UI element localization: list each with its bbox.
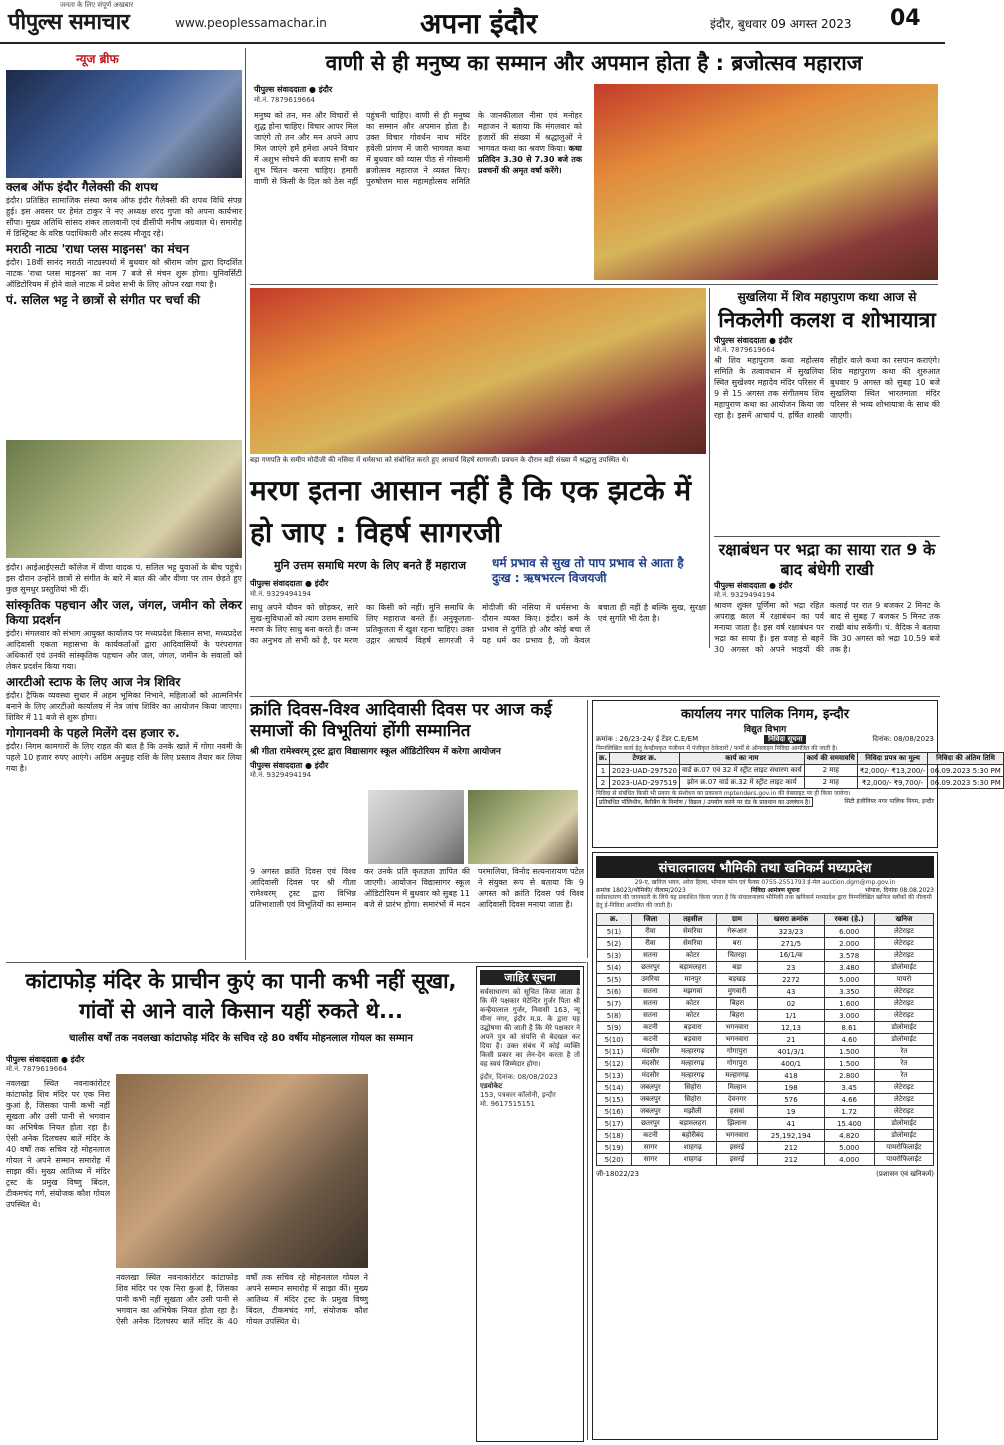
brand-logo[interactable]: पीपुल्स समाचार	[8, 10, 130, 35]
mining-footer-right: (प्रशासन एवं खनिकर्म)	[876, 1170, 934, 1178]
table-cell: रेत	[874, 1046, 933, 1058]
table-cell: सेमरिया	[669, 926, 716, 938]
table-cell: 2	[597, 777, 610, 789]
table-cell: 19	[758, 1106, 824, 1118]
table-cell: लेटेराइट	[874, 1094, 933, 1106]
table-cell: देवनगर	[716, 1094, 758, 1106]
mining-title: संचालनालय भौमिकी तथा खनिकर्म मध्यप्रदेश	[596, 856, 934, 878]
table-row	[597, 1046, 934, 1058]
table-cell: लेटेराइट	[874, 938, 933, 950]
table-cell: 1.500	[824, 1058, 874, 1070]
table-cell: सतना	[631, 950, 669, 962]
table-cell: 4.000	[824, 1154, 874, 1166]
lead-body: मनुष्य को तन, मन और विचारों से शुद्ध होना चाहिए। विचार आपर मिल जाएंगे तो तन और मन अपने आप मिल जाएंगे हमें हमेशा अपने विचार में अशुभ सोचने की बजाय सभी का शुभ चिंतन करना चाहिए। हमारी वाणी से किसी के दिल को ठेस नहीं पहुंचनी चाहिए। वाणी से ही मनुष्य का सम्मान और अपमान होता है। उक्त विचार गोवर्धन नाथ मंदिर हवेली प्रांगण में जारी भागवत कथा में बुधवार को व्यास पीठ से गोस्वामी ब्रजोत्सव महाराज ने व्यक्त किए। पुरुषोत्तम मास महामहोत्सव समिति के जानकीलाल नीमा एवं मनोहर महाजन ने बताया कि मंगलवार को हजारों की संख्या में श्रद्धालुओं ने भागवत कथा का श्रवण किया।	[254, 111, 582, 186]
shiv-city: इंदौर	[778, 336, 793, 345]
tribal-byline: पीपुल्स संवाददाता	[250, 761, 303, 770]
table-row	[597, 777, 1004, 789]
table-cell: 212	[758, 1142, 824, 1154]
notice-advocate: एडवोकेट	[480, 1082, 503, 1090]
mining-label: निविदा आमंत्रण सूचना	[750, 887, 800, 894]
jain-headline: मरण इतना आसान नहीं है कि एक झटके में हो जाए : विहर्ष सागरजी	[250, 474, 692, 549]
jain-city: इंदौर	[314, 579, 329, 588]
tribal-subhead: श्री गीता रामेश्वरम् ट्रस्ट द्वारा विद्यासागर स्कूल ऑडिटोरियम में करेगा आयोजन	[250, 747, 501, 757]
table-cell: 5(18)	[597, 1130, 632, 1142]
brief-title: सांस्कृतिक पहचान और जल, जंगल, जमीन को लेकर किया प्रदर्शन	[6, 598, 242, 627]
table-cell: 1	[597, 765, 610, 777]
column-divider	[587, 700, 588, 958]
brief-body: इंदौर। आईआईएसटी कॉलेज में वीणा वादक पं. सलिल भट्ट युवाओं के बीच पहुंचे। इस दौरान उन्होंने छात्रों से संगीत के बारे में बात की और वीणा पर तान छेड़ते हुए कुछ सुमधुर प्रस्तुतियां भी दीं।	[6, 563, 242, 594]
table-cell: 2.000	[824, 938, 874, 950]
brief-body: इंदौर। मंगलवार को संभाग आयुक्त कार्यालय पर मध्यप्रदेश किसान सभा, मध्यप्रदेश आदिवासी एकता महासभा के कार्यकर्ताओं द्वारा आदिवासियों के परंपरागत अधिकारों एवं उनकी सांस्कृतिक पहचान और जल, जंगल, जमीन के सवालों को लेकर प्रदर्शन किया गया।	[6, 629, 242, 671]
table-cell: 1.72	[824, 1106, 874, 1118]
jain-caption: बड़ा गणपति के समीप मोदीजी की नसिया में धर्मसभा को संबोधित करते हुए आचार्य विहर्ष सागरजी। प्रवचन के दौरान बड़ी संख्या में श्रद्धालु उपस्थित थे।	[250, 456, 629, 464]
table-header-cell: निविदा की अंतिम तिथि	[928, 753, 1004, 765]
shiv-headline-2: निकलेगी कलश व शोभायात्रा	[718, 308, 936, 332]
table-cell: डोलोमाईट	[874, 1034, 933, 1046]
brief-body: इंदौर। निगम कामगारों के लिए राहत की बात है कि उनके खाते में गोगा नवमी के पहले 10 हजार रुपए आएंगे। अग्रिम अनुग्रह राशि के लिए प्रस्ताव तैयार कर लिया गया है।	[6, 742, 242, 773]
table-cell: 43	[758, 986, 824, 998]
table-cell: जबलपुर	[631, 1082, 669, 1094]
table-header-cell: टेण्डर क्र.	[610, 753, 680, 765]
table-row	[597, 1118, 934, 1130]
table-cell: भगनवारा	[716, 1130, 758, 1142]
table-cell: 4.60	[824, 1034, 874, 1046]
table-cell: मंदसौर	[631, 1070, 669, 1082]
table-cell: छतरपुर	[631, 1118, 669, 1130]
row-divider	[250, 696, 940, 697]
table-cell: 41	[758, 1118, 824, 1130]
page-number: 04	[890, 6, 921, 31]
brief-title: क्लब ऑफ इंदौर गैलेक्सी की शपथ	[6, 180, 158, 194]
rakhi-body: श्रावण शुक्ल पूर्णिमा को भद्रा रहित अपराह्न काल में रक्षाबंधन का पर्व मनाया जाता है। इस वर्ष रक्षाबंधन पर भद्रा का साया है। इस वजह से बहनें 30 अगस्त को अपने भाइयों की कलाई पर रात 9 बजकर 2 मिनट के बाद से सुबह 7 बजकर 5 मिनट तक राखी बांध सकेंगी। पं. वैदिक ने बताया कि 30 अगस्त को भद्रा 10.59 बजे तक है।	[714, 601, 940, 654]
table-cell: इसरई	[716, 1142, 758, 1154]
table-cell: डोलोमाईट	[874, 962, 933, 974]
table-cell: 06.09.2023 5:30 PM	[928, 765, 1004, 777]
table-cell: मिल्हान	[716, 1082, 758, 1094]
table-cell: छतरपुर	[631, 962, 669, 974]
tender-notice	[592, 700, 1001, 848]
table-cell: 400/1	[758, 1058, 824, 1070]
table-cell: बड़ामलहरा	[669, 962, 716, 974]
table-cell: 2023-UAD-297519	[610, 777, 680, 789]
brief-title: मराठी नाट्य 'राधा प्लस माइनस' का मंचन	[6, 242, 190, 256]
table-cell: बड़वारा	[669, 1022, 716, 1034]
table-cell: 5(10)	[597, 1034, 632, 1046]
table-cell: गोगापुरा	[716, 1046, 758, 1058]
table-cell: 5(12)	[597, 1058, 632, 1070]
table-row	[597, 1022, 934, 1034]
table-cell: हसवां	[716, 1106, 758, 1118]
shiv-byline: पीपुल्स संवाददाता	[714, 336, 767, 345]
table-row	[597, 1034, 934, 1046]
table-cell: मंदसौर	[631, 1046, 669, 1058]
lead-mobile: मो.नं. 7879619664	[254, 96, 316, 104]
table-cell: भगनवारा	[716, 1022, 758, 1034]
table-cell: भगनवारा	[716, 1034, 758, 1046]
table-cell: मझगवां	[669, 986, 716, 998]
table-cell: 12,13	[758, 1022, 824, 1034]
table-row	[597, 938, 934, 950]
table-cell: गेरूआर	[716, 926, 758, 938]
notice-body: सर्वसाधारण को सूचित किया जाता है कि मेरे पक्षकार मेटेन्दिर गुर्जर पिता श्री कन्हैयालाल गुर्जर, निवासी 163, न्यू मीना नगर, इंदौर म.प्र. के द्वारा यह उद्घोषणा की जाती है कि मेरे पक्षकार ने अपने पुत्र को संपत्ति से बेदखल कर दिया है। उक्त संबंध में कोई व्यक्ति किसी प्रकार का लेन-देन करता है तो वह स्वयं जिम्मेदार होगा।	[480, 988, 580, 1068]
tender-ref: क्रमांक : 26/23-24/ ई टेंडर C.E/EM	[596, 735, 699, 743]
table-cell: कटनी	[631, 1022, 669, 1034]
table-cell: 1.500	[824, 1046, 874, 1058]
katafod-city: इंदौर	[70, 1055, 85, 1064]
tender-footer: प्रतिबंधित पॉलिथीन, कैरीबैग के निर्माण / विक्रय / उपयोग करने पर दंड के प्रावधान का उल्लंघन है।	[596, 797, 813, 807]
table-cell: 4.66	[824, 1094, 874, 1106]
table-cell: लेटेराइट	[874, 998, 933, 1010]
table-cell: 1/1	[758, 1010, 824, 1022]
table-cell: 2 माह	[804, 765, 857, 777]
table-cell: वार्ड क्र.07 एवं 32 में स्ट्रीट लाइट संधारण कार्य	[679, 765, 804, 777]
table-cell: 3.45	[824, 1082, 874, 1094]
table-row	[597, 1106, 934, 1118]
table-cell: डोलोमाईट	[874, 1118, 933, 1130]
tender-dept: विद्युत विभाग	[743, 725, 787, 735]
website-url[interactable]: www.peoplessamachar.in	[175, 16, 327, 30]
katafod-body: नवलखा स्थित नवनाकांरोटर कांटाफोड़ शिव मंदिर पर एक निरा कुआं है, जिसका पानी कभी नहीं सूखता और उसी पानी से भगवान का अभिषेक नियत होता रहा है। ऐसी अनेक दिलचस्प बातें मंदिर के 40 वर्षों तक सचिव रहे मोहनलाल गोयल ने अपने सम्मान समारोह में साझा कीं। मुख्य आतिथ्य में मंदिर ट्रस्ट के प्रमुख विष्णु बिंदल, टीकमचंद गर्ग, संयोजक कौश गोयल उपस्थित थे।	[116, 1273, 368, 1326]
public-notice	[476, 966, 584, 1442]
table-cell: लेटेराइट	[874, 950, 933, 962]
tender-title: कार्यालय नगर पालिक निगम, इन्दौर	[680, 707, 850, 722]
masthead	[0, 0, 945, 44]
table-cell: 5(11)	[597, 1046, 632, 1058]
mining-intro: सर्वसाधारण की जानकारी के लिये यह प्रकाशित किया जाता है कि संचालनालय भौमिकी तथा खनिकर्म मध्यप्रदेश द्वारा निम्नलिखित खनिज ब्लॉकों की नीलामी हेतु ई-निविदा आमंत्रित की जाती है।	[596, 894, 932, 909]
table-cell: 16/1/क	[758, 950, 824, 962]
table-cell: 5(9)	[597, 1022, 632, 1034]
table-cell: कटनी	[631, 1034, 669, 1046]
lead-byline: पीपुल्स संवाददाता	[254, 85, 307, 94]
table-cell: जबलपुर	[631, 1094, 669, 1106]
honor-photo	[116, 1074, 368, 1268]
elder-portrait	[468, 790, 578, 864]
table-cell: शाहगढ़	[669, 1154, 716, 1166]
rakhi-headline: रक्षाबंधन पर भद्रा का साया रात 9 के बाद बंधेगी राखी	[718, 540, 936, 579]
table-cell: सागर	[631, 1142, 669, 1154]
tribal-mobile: मो.नं. 9329494194	[250, 771, 312, 779]
lead-slot: कथा प्रतिदिन 3.30 से 7.30 बजे तक प्रवचनों की अमृत वर्षा करेंगे।	[478, 144, 582, 175]
tender-signer: सिटी इंजीनियर नगर पालिक निगम, इन्दौर	[844, 798, 934, 805]
brief-title: गोगानवमी के पहले मिलेंगे दस हजार रु.	[6, 726, 180, 740]
row-divider	[714, 536, 940, 537]
table-cell: 271/5	[758, 938, 824, 950]
table-cell: बड़ा	[716, 962, 758, 974]
table-header-cell: कार्य का नाम	[679, 753, 804, 765]
rakhi-city: इंदौर	[778, 581, 793, 590]
table-row	[597, 765, 1004, 777]
table-cell: इसरई	[716, 1154, 758, 1166]
table-cell: 15.400	[824, 1118, 874, 1130]
table-cell: 5(1)	[597, 926, 632, 938]
table-cell: 5(20)	[597, 1154, 632, 1166]
table-cell: बिहरा	[716, 1010, 758, 1022]
table-cell: 198	[758, 1082, 824, 1094]
table-cell: लेटेराइट	[874, 1106, 933, 1118]
table-cell: 21	[758, 1034, 824, 1046]
table-cell: सेमरिया	[669, 938, 716, 950]
table-cell: सिहोरा	[669, 1094, 716, 1106]
table-cell: 5(16)	[597, 1106, 632, 1118]
lead-story: वाणी से ही मनुष्य का सम्मान और अपमान होता है : ब्रजोत्सव महाराज पीपुल्स संवाददाता ● इंदौर मो.नं. 7879619664 मनुष्य को तन, मन और विचारों से शुद्ध होना चाहिए। विचार आपर मिल जाएंगे तो तन और मन अपने आप मिल जाएंगे हमें हमेशा अपने विचार में अशुभ सोचने की बजाय सभी का शुभ चिंतन करना चाहिए। हमारी वाणी से किसी के दिल को ठेस नहीं पहुंचनी चाहिए। वाणी से ही मनुष्य का सम्मान और अपमान होता है। उक्त विचार गोवर्धन नाथ मंदिर हवेली प्रांगण में जारी भागवत कथा में बुधवार को व्यास पीठ से गोस्वामी ब्रजोत्सव महाराज ने व्यक्त किए। पुरुषोत्तम मास महामहोत्सव समिति के जानकीलाल नीमा एवं मनोहर महाजन ने बताया कि मंगलवार को हजारों की संख्या में श्रद्धालुओं ने भागवत कथा का श्रवण किया। कथा प्रतिदिन 3.30 से 7.30 बजे तक प्रवचनों की अमृत वर्षा करेंगे।	[250, 48, 938, 280]
table-cell: 5.000	[824, 1142, 874, 1154]
mining-footer: जी-18022/23	[596, 1170, 640, 1178]
table-header-cell: कार्य की समयावधि	[804, 753, 857, 765]
table-row	[597, 950, 934, 962]
table-cell: बरा	[716, 938, 758, 950]
table-cell: 5(13)	[597, 1070, 632, 1082]
table-row	[597, 1010, 934, 1022]
katafod-story: कांटाफोड़ मंदिर के प्राचीन कुएं का पानी कभी नहीं सूखा, गांवों से आने वाले किसान यहीं रुकते थे... चालीस वर्षों तक नवलखा कांटाफोड़ मंदिर के सचिव रहे 80 वर्षीय मोहनलाल गोयल का सम्मान पीपुल्स संवाददाता ● इंदौर मो.नं. 7879619664 नवलखा स्थित नवनाकांरोटर कांटाफोड़ शिव मंदिर पर एक निरा कुआं है, जिसका पानी कभी नहीं सूखता और उसी पानी से भगवान का अभिषेक नियत होता रहा है। ऐसी अनेक दिलचस्प बातें मंदिर के 40 वर्षों तक सचिव रहे मोहनलाल गोयल ने अपने सम्मान समारोह में साझा कीं। मुख्य आतिथ्य में मंदिर ट्रस्ट के प्रमुख विष्णु बिंदल, टीकमचंद गर्ग, संयोजक कौश गोयल उपस्थित थे। नवलखा स्थित नवनाकांरोटर कांटाफोड़ शिव मंदिर पर एक निरा कुआं है, जिसका पानी कभी नहीं सूखता और उसी पानी से भगवान का अभिषेक नियत होता रहा है। ऐसी अनेक दिलचस्प बातें मंदिर के 40 वर्षों तक सचिव रहे मोहनलाल गोयल ने अपने सम्मान समारोह में साझा कीं। मुख्य आतिथ्य में मंदिर ट्रस्ट के प्रमुख विष्णु बिंदल, टीकमचंद गर्ग, संयोजक कौश गोयल उपस्थित थे। जाहिर सूचना सर्वसाधारण को सूचित किया जाता है कि मेरे पक्षकार मेटेन्दिर गुर्जर पिता श्री कन्हैयालाल गुर्जर, निवासी 163, न्यू मीना नगर, इंदौर म.प्र. के द्वारा यह उद्घोषणा की जाती है कि मेरे पक्षकार ने अपने पुत्र को संपत्ति से बेदखल कर दिया है। उक्त संबंध में कोई व्यक्ति किसी प्रकार का लेन-देन करता है तो वह स्वयं जिम्मेदार होगा। इंदौर, दिनांक: 08/08/2023 एडवोकेट 153, पत्रकार कॉलोनी, इन्दौर मो. 9617515151	[6, 966, 584, 1442]
table-cell: 25,192,194	[758, 1130, 824, 1142]
rakhi-byline: पीपुल्स संवाददाता	[714, 581, 767, 590]
notice-date: इंदौर, दिनांक: 08/08/2023	[480, 1073, 558, 1081]
katafod-body-left: नवलखा स्थित नवनाकांरोटर कांटाफोड़ शिव मंदिर पर एक निरा कुआं है, जिसका पानी कभी नहीं सूखता और उसी पानी से भगवान का अभिषेक नियत होता रहा है। ऐसी अनेक दिलचस्प बातें मंदिर के 40 वर्षों तक सचिव रहे मोहनलाल गोयल ने अपने सम्मान समारोह में साझा कीं। मुख्य आतिथ्य में मंदिर ट्रस्ट के प्रमुख विष्णु बिंदल, टीकमचंद गर्ग, संयोजक कौश गोयल उपस्थित थे।	[6, 1079, 110, 1209]
table-cell: 5(15)	[597, 1094, 632, 1106]
table-row	[597, 1070, 934, 1082]
lead-city: इंदौर	[318, 85, 333, 94]
table-cell: मल्हारगढ़	[669, 1058, 716, 1070]
news-brief-label: न्यूज ब्रीफ	[76, 52, 119, 66]
table-header-cell: ग्राम	[716, 914, 758, 926]
table-row	[597, 1058, 934, 1070]
section-title: अपना इंदौर	[420, 7, 538, 40]
table-cell: 02	[758, 998, 824, 1010]
table-cell: 5.000	[824, 974, 874, 986]
table-row	[597, 1154, 934, 1166]
table-cell: कोटर	[669, 998, 716, 1010]
table-cell: 5(2)	[597, 938, 632, 950]
table-cell: 5(5)	[597, 974, 632, 986]
table-cell: 401/3/1	[758, 1046, 824, 1058]
table-row	[597, 962, 934, 974]
dharmasabha-photo	[250, 288, 706, 454]
table-cell: 212	[758, 1154, 824, 1166]
table-cell: 4.820	[824, 1130, 874, 1142]
table-cell: 2023-UAD-297520	[610, 765, 680, 777]
brief-body: इंदौर। प्रतिष्ठित सामाजिक संस्था क्लब ऑफ इंदौर गैलेक्सी की शपथ विधि संपन्न हुई। इस अवसर पर हेमंत टाकुर ने नए अध्यक्ष शरद गुप्ता को अपना कार्यभार सौंपा। मुख्य अतिथि सांसद शंकर लालवानी एवं डीसीपी मनीष अग्रवाल थे। समारोह में डिस्ट्रिक्ट के वरिष्ठ पदाधिकारी और सदस्य मौजूद रहे।	[6, 196, 242, 238]
table-cell: 5(6)	[597, 986, 632, 998]
table-cell: 5(4)	[597, 962, 632, 974]
table-cell: लेटेराइट	[874, 1082, 933, 1094]
table-cell: बड़ामलहरा	[669, 1118, 716, 1130]
table-cell: रीवा	[631, 926, 669, 938]
table-cell: कोटर	[669, 1010, 716, 1022]
table-cell: पायरोफिलाईट	[874, 1154, 933, 1166]
table-cell: लेटेराइट	[874, 986, 933, 998]
tender-intro: निम्नलिखित कार्य हेतु केन्द्रीयकृत पंजीयन में पंजीकृत ठेकेदारों / फर्मों से ऑनलाइन निविदा आमंत्रित की जाती है।	[596, 745, 838, 752]
table-cell: 3.000	[824, 1010, 874, 1022]
table-cell: 2.800	[824, 1070, 874, 1082]
mining-address: 29-ए, खनिज भवन, अरेरा हिल्स, भोपाल फोन एवं फैक्स 0755-2551793 ई-मेल auction.dgm@mp.gov.in	[634, 879, 896, 886]
table-cell: डोलोमाईट	[874, 1022, 933, 1034]
club-photo	[6, 70, 242, 178]
news-brief-column	[6, 48, 242, 960]
table-cell: लेटेराइट	[874, 1010, 933, 1022]
column-divider	[587, 962, 588, 1440]
table-cell: झोन क्र.07 वार्ड क्र.32 में स्ट्रीट लाइट कार्य	[679, 777, 804, 789]
table-header-cell: रकबा (हे.)	[824, 914, 874, 926]
mining-notice	[592, 852, 938, 1440]
table-header-cell: क्र.	[597, 914, 632, 926]
tender-table	[596, 752, 1004, 789]
table-cell: चितरहा	[716, 950, 758, 962]
dateline: इंदौर, बुधवार 09 अगस्त 2023	[710, 17, 852, 31]
column-divider	[245, 48, 246, 960]
table-cell: डोलोमाईट	[874, 1130, 933, 1142]
table-cell: बड़खड़	[716, 974, 758, 986]
table-cell: बड़वारा	[669, 1034, 716, 1046]
table-cell: कोटर	[669, 950, 716, 962]
katafod-headline: कांटाफोड़ मंदिर के प्राचीन कुएं का पानी कभी नहीं सूखा, गांवों से आने वाले किसान यहीं रुकते थे...	[25, 969, 457, 1023]
rakhi-mobile: मो.नं. 9329494194	[714, 591, 776, 599]
table-cell: 323/23	[758, 926, 824, 938]
tender-note: निविदा से संबंधित किसी भी प्रकार के संशोधन का प्रकाशन mptenders.gov.in की वेबसाइट पर ही किया जावेगा।	[596, 790, 851, 797]
notice-mobile: मो. 9617515151	[480, 1100, 535, 1108]
table-cell: 5(3)	[597, 950, 632, 962]
jain-mobile: मो.नं. 9329494194	[250, 590, 312, 598]
table-cell: 418	[758, 1070, 824, 1082]
brief-body: इंदौर। ट्रैफिक व्यवस्था सुधार में अहम भूमिका निभाने, महिलाओं को आत्मनिर्भर बनाने के लिए आरटीओ कार्यालय में नेत्र जांच शिविर का आयोजन किया जाएगा। शिविर में 11 बजे से शुरू होगा।	[6, 691, 242, 722]
shiv-story: सुखलिया में शिव महापुराण कथा आज से निकलेगी कलश व शोभायात्रा पीपुल्स संवाददाता ● इंदौर मो.नं. 7879619664 श्री शिव महापुराण कथा महोत्सव समिति के तत्वावधान में सुखलिया स्थित सुखेश्वर महादेव मंदिर परिसर में 9 से 15 अगस्त तक संगीतमय शिव महापुराण कथा का आयोजन किया जा रहा है। इसमें आचार्य पं. हर्षित शास्त्री सीहोर वाले कथा का रसपान कराएंगे। शिव महापुराण कथा की शुरुआत बुधवार 9 अगस्त को सुबह 10 बजे सुखलिया स्थित भारतमाता मंदिर परिसर से भव्य शोभायात्रा के साथ की जाएगी।	[714, 288, 940, 534]
tender-date: दिनांक: 08/08/2023	[872, 735, 934, 743]
table-cell: लेटेराइट	[874, 926, 933, 938]
table-row	[597, 998, 934, 1010]
shiv-body: श्री शिव महापुराण कथा महोत्सव समिति के तत्वावधान में सुखलिया स्थित सुखेश्वर महादेव मंदिर परिसर में 9 से 15 अगस्त तक संगीतमय शिव महापुराण कथा का आयोजन किया जा रहा है। इसमें आचार्य पं. हर्षित शास्त्री सीहोर वाले कथा का रसपान कराएंगे। शिव महापुराण कथा की शुरुआत बुधवार 9 अगस्त को सुबह 10 बजे सुखलिया स्थित भारतमाता मंदिर परिसर से भव्य शोभायात्रा के साथ की जाएगी।	[714, 356, 940, 420]
table-row	[597, 1082, 934, 1094]
table-row	[597, 1094, 934, 1106]
table-cell: उमरिया	[631, 974, 669, 986]
table-header-cell: जिला	[631, 914, 669, 926]
table-cell: जबलपुर	[631, 1106, 669, 1118]
table-cell: 2 माह	[804, 777, 857, 789]
katha-photo	[594, 84, 938, 280]
brief-title: पं. सलिल भट्ट ने छात्रों से संगीत पर चर्चा की	[6, 293, 201, 307]
table-cell: 5(14)	[597, 1082, 632, 1094]
mining-date: भोपाल, दिनांक 08.08.2023	[864, 887, 934, 894]
table-cell: 2272	[758, 974, 824, 986]
gandhi-portrait	[368, 790, 464, 864]
table-cell: ₹2,000/- ₹13,200/-	[857, 765, 927, 777]
table-cell: 6.000	[824, 926, 874, 938]
music-photo	[6, 440, 242, 558]
brief-title: आरटीओ स्टाफ के लिए आज नेत्र शिविर	[6, 675, 181, 689]
katafod-byline: पीपुल्स संवाददाता	[6, 1055, 59, 1064]
table-cell: कटनी	[631, 1130, 669, 1142]
mining-ref: क्रमांक 18023/भौमिकी/ नीलाम/2023	[596, 887, 686, 894]
table-row	[597, 1130, 934, 1142]
katafod-mobile: मो.नं. 7879619664	[6, 1065, 68, 1073]
shiv-headline-1: सुखलिया में शिव महापुराण कथा आज से	[737, 290, 917, 304]
table-cell: शाहगढ़	[669, 1142, 716, 1154]
notice-address: 153, पत्रकार कॉलोनी, इन्दौर	[480, 1091, 556, 1099]
column-divider	[709, 288, 710, 648]
table-row	[597, 986, 934, 998]
jain-byline: पीपुल्स संवाददाता	[250, 579, 303, 588]
table-header-cell: तहसील	[669, 914, 716, 926]
jain-subhead: मुनि उत्तम समाधि मरण के लिए बनते हैं महाराज	[274, 559, 466, 572]
shiv-mobile: मो.नं. 7879619664	[714, 346, 776, 354]
rakhi-story: रक्षाबंधन पर भद्रा का साया रात 9 के बाद बंधेगी राखी पीपुल्स संवाददाता ● इंदौर मो.नं. 9329494194 श्रावण शुक्ल पूर्णिमा को भद्रा रहित अपराह्न काल में रक्षाबंधन का पर्व मनाया जाता है। इस वर्ष रक्षाबंधन पर भद्रा का साया है। इस वजह से बहनें 30 अगस्त को अपने भाइयों की कलाई पर रात 9 बजकर 2 मिनट के बाद से सुबह 7 बजकर 5 मिनट तक राखी बांध सकेंगी। पं. वैदिक ने बताया कि 30 अगस्त को भद्रा 10.59 बजे तक है।	[714, 540, 940, 692]
table-cell: पायरो	[874, 974, 933, 986]
katafod-subhead: चालीस वर्षों तक नवलखा कांटाफोड़ मंदिर के सचिव रहे 80 वर्षीय मोहनलाल गोयल का सम्मान	[69, 1033, 413, 1044]
table-header-cell: खनिज	[874, 914, 933, 926]
table-cell: 5(7)	[597, 998, 632, 1010]
table-cell: सतना	[631, 998, 669, 1010]
brand-tagline: जनता के लिए संपूर्ण अखबार	[60, 1, 134, 9]
mining-table	[596, 913, 934, 1166]
lead-headline: वाणी से ही मनुष्य का सम्मान और अपमान होता है : ब्रजोत्सव महाराज	[325, 51, 863, 75]
table-cell: मंदसौर	[631, 1058, 669, 1070]
table-cell: 3.480	[824, 962, 874, 974]
table-cell: सतना	[631, 1010, 669, 1022]
jain-body: साधु अपने यौवन को छोड़कर, सारे सुख-सुविधाओं को त्याग उत्तम समाधि मरण के लिए साधु बना करते हैं। जन्म का अनुभव तो सभी को है, पर मरण का किसी को नहीं। मुनि समाधि के लिए महाराज बनते हैं। अनुकूलता-प्रतिकूलता में खुश रहना चाहिए। उक्त उद्गार आचार्य विहर्ष सागरजी ने मोदीजी की नसिया में धर्मसभा के दौरान व्यक्त किए। इंदौर। कर्म के प्रभाव से दुर्गति हो और कोई बचा लें यह धर्म का प्रभाव है, जो केवल बचाता ही नहीं है बल्कि सुख, सुरक्षा एवं सुगति भी देता है।	[250, 603, 706, 645]
table-cell: सिहोरा	[669, 1082, 716, 1094]
table-cell: गोगापुरा	[716, 1058, 758, 1070]
tribal-body: 9 अगस्त क्रांति दिवस एवं विश्व आदिवासी दिवस पर श्री गीता रामेश्वरम् ट्रस्ट द्वारा विभिन्न प्रतिभाशाली एवं विभूतियों का सम्मान कर उनके प्रति कृतज्ञता ज्ञापित की जाएगी। आयोजन विद्यासागर स्कूल ऑडिटोरियम में बुधवार को सुबह 11 बजे से प्रारंभ होगा। समारंभों में मदन परमालिया, विनोद सत्यनारायण पटेल ने संयुक्त रूप से बताया कि 9 अगस्त को क्रांति दिवस पर्व विश्व आदिवासी दिवस मनाया जाता है।	[250, 867, 584, 909]
table-row	[597, 1142, 934, 1154]
table-cell: मझौली	[669, 1106, 716, 1118]
table-cell: 3.350	[824, 986, 874, 998]
table-cell: मुगवारी	[716, 986, 758, 998]
table-cell: 1.600	[824, 998, 874, 1010]
brief-body: इंदौर। 18वीं सानंद मराठी नाट्यस्पर्धा में बुधवार को श्रीराम जोग द्वारा दिग्दर्शित नाटक 'राधा प्लस माइनस' का नाम 7 बजे से मंचन शुरू होगा। युनिवर्सिटी ऑडिटोरियम में होने वाले नाटक में प्रवेश सभी के लिए ओपन रखा गया है।	[6, 258, 242, 289]
table-header-cell: खसरा क्रमांक	[758, 914, 824, 926]
table-cell: 23	[758, 962, 824, 974]
table-header-cell: निविदा प्रपत्र का मूल्य	[857, 753, 927, 765]
table-cell: सागर	[631, 1154, 669, 1166]
table-cell: रीवा	[631, 938, 669, 950]
table-cell: सतना	[631, 986, 669, 998]
table-cell: मल्हारगढ़	[716, 1070, 758, 1082]
table-cell: 06.09.2023 5:30 PM	[928, 777, 1004, 789]
row-divider	[250, 284, 938, 285]
table-cell: 5(8)	[597, 1010, 632, 1022]
table-cell: ₹2,000/- ₹9,700/-	[857, 777, 927, 789]
table-cell: मल्हारगढ़	[669, 1046, 716, 1058]
table-cell: रेत	[874, 1058, 933, 1070]
jain-story: बड़ा गणपति के समीप मोदीजी की नसिया में धर्मसभा को संबोधित करते हुए आचार्य विहर्ष सागरजी। प्रवचन के दौरान बड़ी संख्या में श्रद्धालु उपस्थित थे। मरण इतना आसान नहीं है कि एक झटके में हो जाए : विहर्ष सागरजी मुनि उत्तम समाधि मरण के लिए बनते हैं महाराज धर्म प्रभाव से सुख तो पाप प्रभाव से आता है दुःख : ऋषभरत्न विजयजी पीपुल्स संवाददाता ● इंदौर मो.नं. 9329494194 साधु अपने यौवन को छोड़कर, सारे सुख-सुविधाओं को त्याग उत्तम समाधि मरण के लिए साधु बना करते हैं। जन्म का अनुभव तो सभी को है, पर मरण का किसी को नहीं। मुनि समाधि के लिए महाराज बनते हैं। अनुकूलता-प्रतिकूलता में खुश रहना चाहिए। उक्त उद्गार आचार्य विहर्ष सागरजी ने मोदीजी की नसिया में धर्मसभा के दौरान व्यक्त किए। इंदौर। कर्म के प्रभाव से दुर्गति हो और कोई बचा लें यह धर्म का प्रभाव है, जो केवल बचाता ही नहीं है बल्कि सुख, सुरक्षा एवं सुगति भी देता है।	[250, 288, 706, 648]
table-cell: 5(17)	[597, 1118, 632, 1130]
table-cell: मानपुर	[669, 974, 716, 986]
tribal-story: क्रांति दिवस-विश्व आदिवासी दिवस पर आज कई समाजों की विभूतियां होंगी सम्मानित श्री गीता रामेश्वरम् ट्रस्ट द्वारा विद्यासागर स्कूल ऑडिटोरियम में करेगा आयोजन पीपुल्स संवाददाता ● इंदौर मो.नं. 9329494194 9 अगस्त क्रांति दिवस एवं विश्व आदिवासी दिवस पर श्री गीता रामेश्वरम् ट्रस्ट द्वारा विभिन्न प्रतिभाशाली एवं विभूतियों का सम्मान कर उनके प्रति कृतज्ञता ज्ञापित की जाएगी। आयोजन विद्यासागर स्कूल ऑडिटोरियम में बुधवार को सुबह 11 बजे से प्रारंभ होगा। समारंभों में मदन परमालिया, विनोद सत्यनारायण पटेल ने संयुक्त रूप से बताया कि 9 अगस्त को क्रांति दिवस पर्व विश्व आदिवासी दिवस मनाया जाता है।	[250, 700, 584, 958]
table-row	[597, 974, 934, 986]
row-divider	[6, 962, 586, 963]
table-cell: झिलाना	[716, 1118, 758, 1130]
table-cell: पायरोफिलाईट	[874, 1142, 933, 1154]
table-cell: बहोरीबंद	[669, 1130, 716, 1142]
tribal-city: इंदौर	[314, 761, 329, 770]
table-cell: 3.578	[824, 950, 874, 962]
table-cell: 8.61	[824, 1022, 874, 1034]
tribal-headline: क्रांति दिवस-विश्व आदिवासी दिवस पर आज कई समाजों की विभूतियां होंगी सम्मानित	[250, 700, 552, 741]
table-cell: 5(19)	[597, 1142, 632, 1154]
table-row	[597, 926, 934, 938]
table-header-cell: क्र.	[597, 753, 610, 765]
tender-label: निविदा सूचना	[764, 735, 806, 744]
table-cell: बिहरा	[716, 998, 758, 1010]
notice-title: जाहिर सूचना	[480, 970, 580, 985]
jain-side-headline: धर्म प्रभाव से सुख तो पाप प्रभाव से आता है दुःख : ऋषभरत्न विजयजी	[492, 556, 684, 585]
table-cell: 576	[758, 1094, 824, 1106]
table-cell: रेत	[874, 1070, 933, 1082]
table-cell: मल्हारगढ़	[669, 1070, 716, 1082]
